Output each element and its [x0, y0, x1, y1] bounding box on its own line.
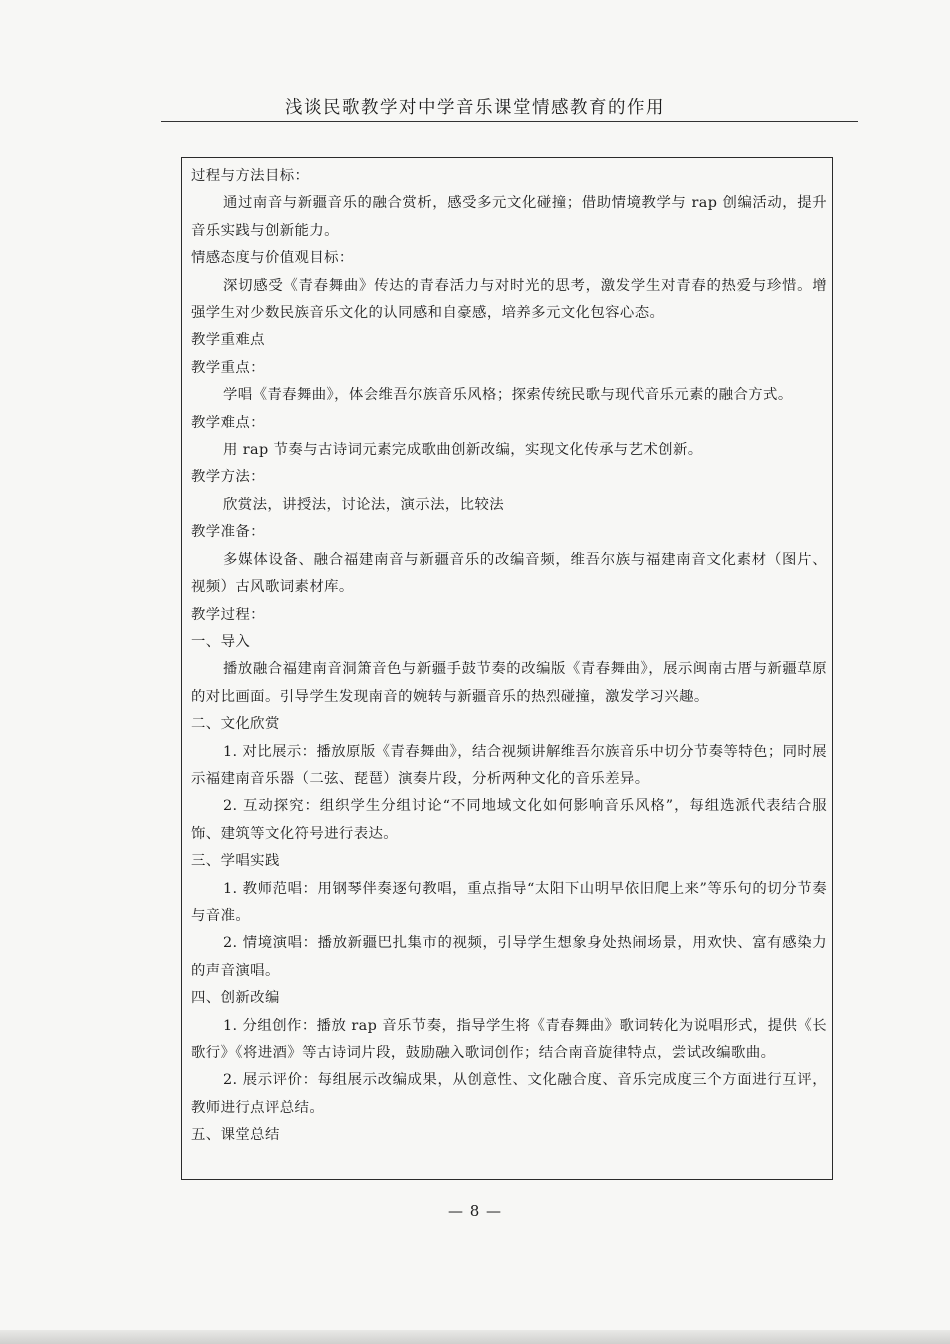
section-cultural-appreciation: 二、文化欣赏	[191, 716, 280, 733]
paragraph-process-method: 通过南音与新疆音乐的融合赏析，感受多元文化碰撞；借助情境教学与 rap 创编活动，提升音乐实践与创新能力。	[191, 195, 827, 239]
heading-teaching-methods: 教学方法：	[191, 469, 265, 486]
paragraph-teaching-methods: 欣赏法，讲授法，讨论法，演示法，比较法	[223, 496, 505, 513]
heading-teaching-preparation: 教学准备：	[191, 524, 265, 541]
page-header-title: 浅谈民歌教学对中学音乐课堂情感教育的作用	[285, 98, 665, 118]
heading-key-points: 教学重点：	[191, 359, 265, 376]
section-introduction: 一、导入	[191, 633, 251, 650]
paragraph-introduction: 播放融合福建南音洞箫音色与新疆手鼓节奏的改编版《青春舞曲》，展示闽南古厝与新疆草原的对比画面。引导学生发现南音的婉转与新疆音乐的热烈碰撞，激发学习兴趣。	[191, 661, 827, 705]
page-number: — 8 —	[447, 1202, 503, 1220]
paragraph-situational-singing: 2. 情境演唱：播放新疆巴扎集市的视频，引导学生想象身处热闹场景，用欢快、富有感染力的声音演唱。	[191, 935, 827, 979]
paragraph-interactive-inquiry: 2. 互动探究：组织学生分组讨论“不同地域文化如何影响音乐风格”，每组选派代表结合服饰、建筑等文化符号进行表达。	[191, 798, 827, 842]
paragraph-difficult-points: 用 rap 节奏与古诗词元素完成歌曲创新改编，实现文化传承与艺术创新。	[223, 442, 703, 459]
paragraph-group-creation: 1. 分组创作：播放 rap 音乐节奏，指导学生将《青春舞曲》歌词转化为说唱形式，提供《长歌行》《将进酒》等古诗词片段，鼓励融入歌词创作；结合南音旋律特点，尝试改编歌曲。	[191, 1017, 827, 1061]
paragraph-teacher-demo: 1. 教师范唱：用钢琴伴奏逐句教唱，重点指导“太阳下山明早依旧爬上来”等乐句的切分节奏与音准。	[191, 880, 827, 924]
body-text	[191, 163, 827, 1150]
header-rule	[161, 121, 858, 122]
section-class-summary: 五、课堂总结	[191, 1127, 280, 1144]
paragraph-teaching-preparation: 多媒体设备、融合福建南音与新疆音乐的改编音频，维吾尔族与福建南音文化素材（图片、视频）古风歌词素材库。	[191, 551, 827, 596]
heading-key-difficult-points: 教学重难点	[191, 332, 265, 349]
heading-teaching-process: 教学过程：	[191, 606, 265, 623]
paragraph-presentation-evaluation: 2. 展示评价：每组展示改编成果，从创意性、文化融合度、音乐完成度三个方面进行互评，教师进行点评总结。	[191, 1072, 827, 1116]
section-creative-adaptation: 四、创新改编	[191, 990, 280, 1007]
paragraph-key-points: 学唱《青春舞曲》，体会维吾尔族音乐风格；探索传统民歌与现代音乐元素的融合方式。	[223, 387, 793, 404]
heading-process-method-goals: 过程与方法目标：	[191, 168, 310, 184]
paragraph-comparison-display: 1. 对比展示：播放原版《青春舞曲》，结合视频讲解维吾尔族音乐中切分节奏等特色；同时展示福建南音乐器（二弦、琵琶）演奏片段，分析两种文化的音乐差异。	[191, 743, 827, 787]
section-singing-practice: 三、学唱实践	[191, 853, 280, 870]
heading-emotion-values-goals: 情感态度与价值观目标：	[191, 250, 354, 267]
heading-difficult-points: 教学难点：	[191, 414, 265, 431]
paragraph-emotion-values: 深切感受《青春舞曲》传达的青春活力与对时光的思考，激发学生对青春的热爱与珍惜。增强学生对少数民族音乐文化的认同感和自豪感，培养多元文化包容心态。	[191, 277, 827, 322]
scan-bottom-edge	[0, 1330, 950, 1344]
